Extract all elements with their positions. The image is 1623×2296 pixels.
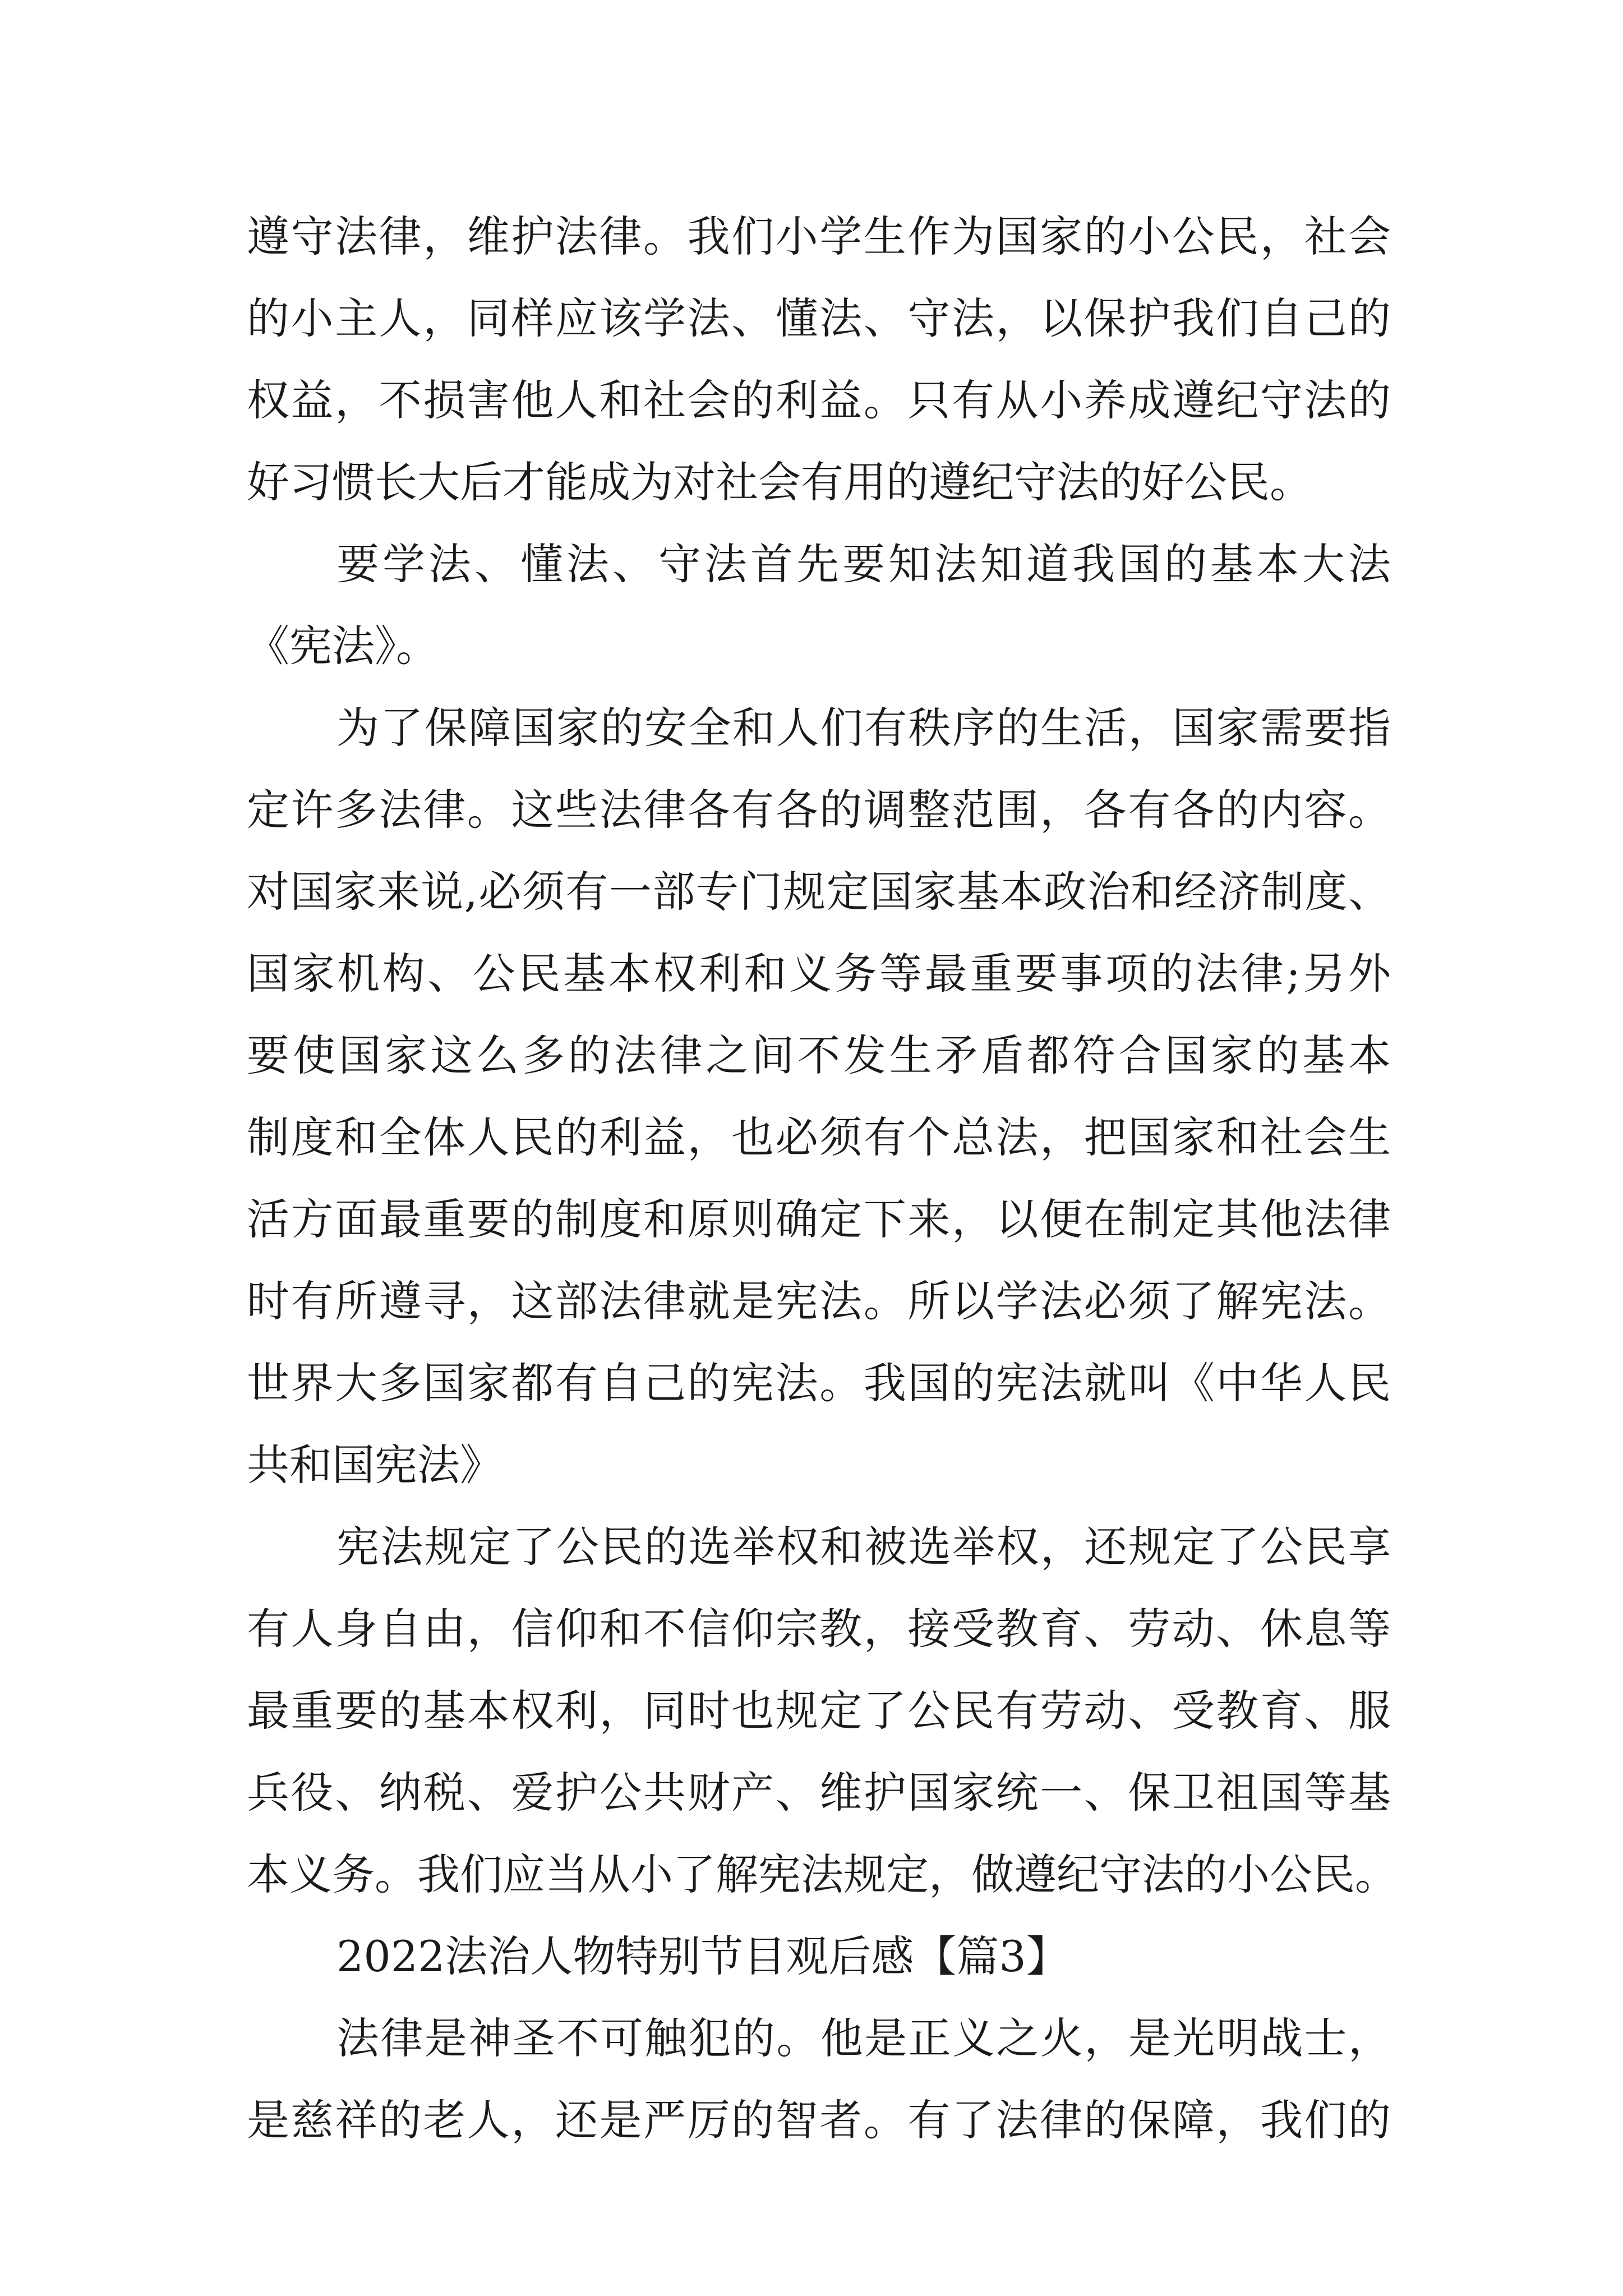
text-line: 要使国家这么多的法律之间不发生矛盾都符合国家的基本	[247, 1030, 1391, 1080]
text-line: 宪法规定了公民的选举权和被选举权，还规定了公民享	[336, 1522, 1391, 1572]
text-line: 遵守法律，维护法律。我们小学生作为国家的小公民，社会	[247, 211, 1391, 261]
text-line: 兵役、纳税、爱护公共财产、维护国家统一、保卫祖国等基	[247, 1768, 1391, 1818]
text-line: 共和国宪法》	[247, 1440, 502, 1490]
text-line: 国家机构、公民基本权利和义务等最重要事项的法律;另外	[247, 949, 1391, 999]
text-line: 制度和全体人民的利益，也必须有个总法，把国家和社会生	[247, 1112, 1391, 1162]
text-line: 最重要的基本权利，同时也规定了公民有劳动、受教育、服	[247, 1686, 1391, 1736]
text-line: 活方面最重要的制度和原则确定下来，以便在制定其他法律	[247, 1194, 1391, 1244]
text-line: 好习惯长大后才能成为对社会有用的遵纪守法的好公民。	[247, 457, 1312, 507]
text-line: 《宪法》。	[247, 621, 439, 671]
text-line: 世界大多国家都有自己的宪法。我国的宪法就叫《中华人民	[247, 1358, 1391, 1408]
text-line: 的小主人，同样应该学法、懂法、守法，以保护我们自己的	[247, 293, 1391, 343]
text-line: 有人身自由，信仰和不信仰宗教，接受教育、劳动、休息等	[247, 1604, 1391, 1654]
text-line: 本义务。我们应当从小了解宪法规定，做遵纪守法的小公民。	[247, 1849, 1398, 1899]
text-line: 时有所遵寻，这部法律就是宪法。所以学法必须了解宪法。	[247, 1276, 1391, 1326]
section-heading: 2022法治人物特别节目观后感【篇3】	[336, 1931, 1069, 1981]
text-line: 对国家来说,必须有一部专门规定国家基本政治和经济制度、	[247, 867, 1391, 917]
text-line: 要学法、懂法、守法首先要知法知道我国的基本大法	[336, 539, 1391, 589]
text-line: 权益，不损害他人和社会的利益。只有从小养成遵纪守法的	[247, 375, 1391, 425]
text-line: 是慈祥的老人，还是严厉的智者。有了法律的保障，我们的	[247, 2095, 1391, 2145]
text-line: 法律是神圣不可触犯的。他是正义之火，是光明战士，	[336, 2013, 1391, 2063]
text-line: 定许多法律。这些法律各有各的调整范围，各有各的内容。	[247, 785, 1391, 835]
text-line: 为了保障国家的安全和人们有秩序的生活，国家需要指	[336, 703, 1391, 753]
